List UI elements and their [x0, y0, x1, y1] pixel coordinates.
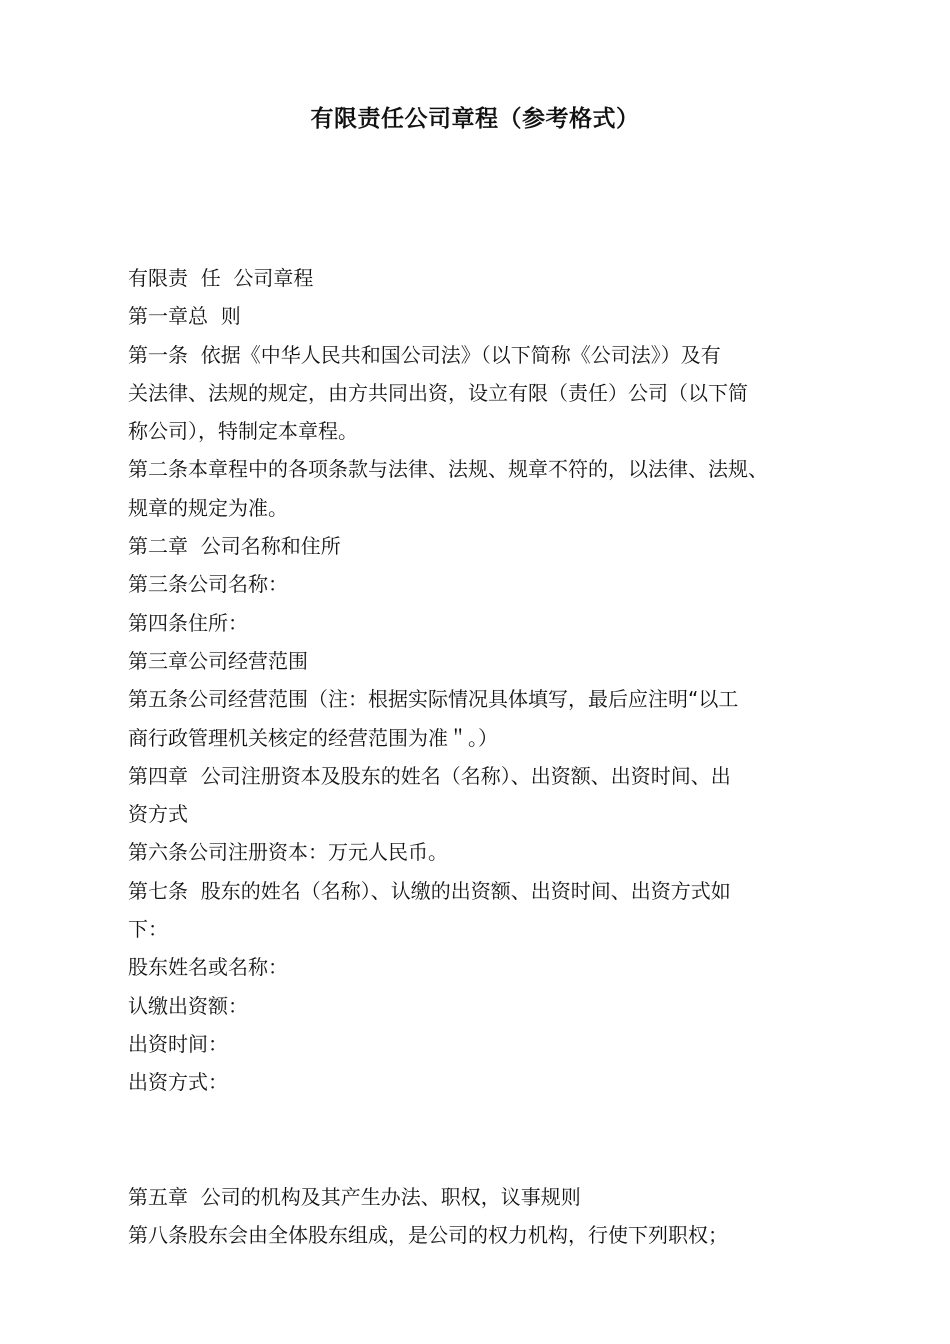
text-line: 第四条住所：	[128, 610, 248, 635]
text-line: 关法律、法规的规定，由方共同出资，设立有限（责任）公司（以下简	[128, 380, 748, 405]
text-line: 第一章总 则	[128, 304, 241, 329]
document-body	[128, 259, 838, 1255]
document-title: 有限责任公司章程（参考格式）	[310, 106, 640, 132]
text-line: 出资时间：	[128, 1031, 228, 1056]
text-line: 第三条公司名称：	[128, 572, 288, 597]
text-line: 有限责 任 公司章程	[128, 266, 314, 290]
text-line: 第二章 公司名称和住所	[128, 534, 341, 559]
text-line: 第三章公司经营范围	[128, 648, 308, 673]
text-line: 出资方式：	[128, 1070, 228, 1095]
text-line: 股东姓名或名称：	[128, 955, 288, 980]
text-line: 第六条公司注册资本：万元人民币。	[128, 840, 448, 865]
text-line: 第二条本章程中的各项条款与法律、法规、规章不符的，以法律、法规、	[128, 457, 768, 482]
text-line: 规章的规定为准。	[128, 495, 288, 520]
text-line: 认缴出资额：	[128, 993, 248, 1018]
text-line: 第四章 公司注册资本及股东的姓名（名称）、出资额、出资时间、出	[128, 763, 731, 788]
paragraph-gap	[128, 1102, 838, 1179]
text-line: 第七条 股东的姓名（名称）、认缴的出资额、出资时间、出资方式如	[128, 878, 731, 903]
text-line: 商行政管理机关核定的经营范围为准＂。）	[128, 725, 498, 750]
text-line: 称公司），特制定本章程。	[128, 419, 358, 444]
text-line: 第五章 公司的机构及其产生办法、职权，议事规则	[128, 1185, 581, 1210]
text-line: 第五条公司经营范围（注：根据实际情况具体填写，最后应注明“以工	[128, 687, 739, 712]
text-line: 第一条 依据《中华人民共和国公司法》（以下简称《公司法》）及有	[128, 342, 721, 367]
text-line: 下：	[128, 917, 168, 942]
text-line: 资方式	[128, 802, 188, 827]
text-line: 第八条股东会由全体股东组成，是公司的权力机构，行使下列职权；	[128, 1223, 728, 1248]
